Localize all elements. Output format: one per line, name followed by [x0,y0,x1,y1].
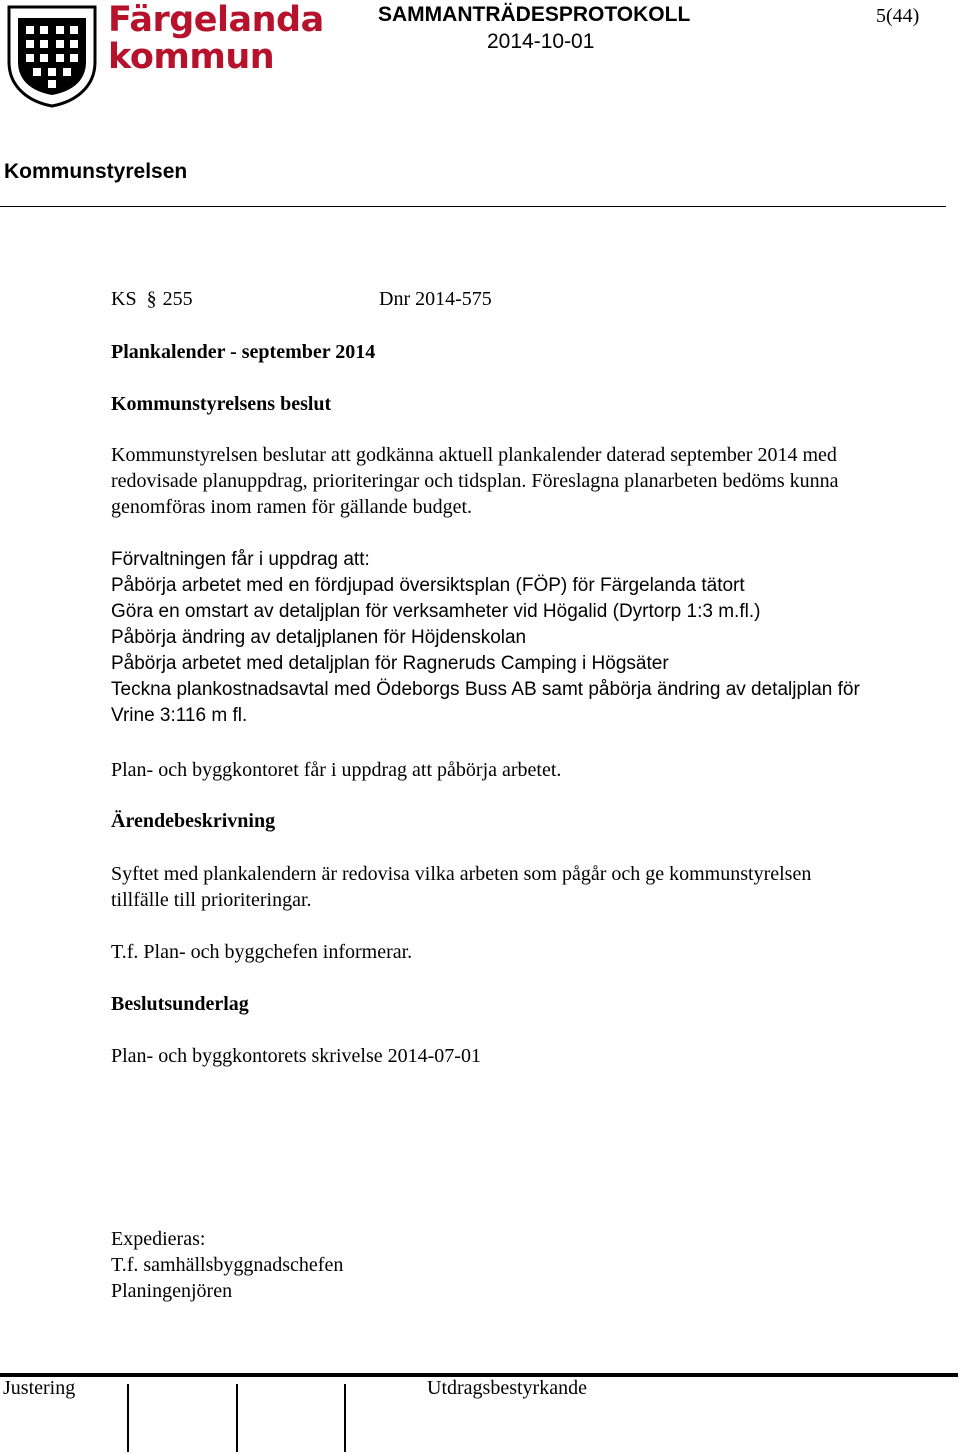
description-line: tillfälle till prioriteringar. [111,889,312,911]
signature-box-divider [127,1384,129,1452]
basis-item: Plan- och byggkontorets skrivelse 2014-07-01 [111,1045,481,1067]
signature-box-divider [344,1384,346,1452]
dispatch-label: Expedieras: [111,1228,206,1250]
board-heading: Kommunstyrelsen [4,160,188,183]
signature-box-divider [236,1384,238,1452]
decision-line: Kommunstyrelsen beslutar att godkänna aktuell plankalender daterad september 2014 med [111,444,837,466]
assignment-intro: Förvaltningen får i uppdrag att: [111,549,370,570]
ks-label: KS [111,288,137,310]
decision-line: redovisade planuppdrag, prioriteringar och tidsplan. Föreslagna planarbeten bedöms kunna [111,470,839,492]
document-date: 2014-10-01 [487,30,595,53]
section-sign: § [146,288,157,310]
document-type: SAMMANTRÄDESPROTOKOLL [378,3,691,26]
dispatch-recipient: Planingenjören [111,1280,233,1302]
basis-heading: Beslutsunderlag [111,993,249,1015]
certification-label: Utdragsbestyrkande [427,1377,587,1399]
decision-line: genomföras inom ramen för gällande budget. [111,496,472,518]
dispatch-recipient: T.f. samhällsbyggnadschefen [111,1254,344,1276]
brand-name [108,2,324,76]
municipality-coat-of-arms-logo [6,4,98,108]
office-assignment: Plan- och byggkontoret får i uppdrag att påbörja arbetet. [111,759,562,781]
description-heading: Ärendebeskrivning [111,810,276,832]
case-title: Plankalender - september 2014 [111,341,376,363]
diary-number: Dnr 2014-575 [379,288,492,310]
assignment-item: Teckna plankostnadsavtal med Ödeborgs Buss AB samt påbörja ändring av detaljplan för [111,679,860,700]
assignment-item: Påbörja arbetet med detaljplan för Ragneruds Camping i Högsäter [111,653,669,674]
description-note: T.f. Plan- och byggchefen informerar. [111,941,413,963]
description-line: Syftet med plankalendern är redovisa vilka arbeten som pågår och ge kommunstyrelsen [111,863,812,885]
assignment-item: Påbörja arbetet med en fördjupad översiktsplan (FÖP) för Färgelanda tätort [111,575,745,596]
decision-heading: Kommunstyrelsens beslut [111,393,332,415]
brand-line-1: Färgelanda [108,0,324,40]
justering-label: Justering [3,1377,76,1399]
header-divider [0,206,946,207]
brand-line-2: kommun [108,37,275,77]
case-reference [111,286,492,312]
ks-number: 255 [162,288,193,310]
assignment-item: Göra en omstart av detaljplan för verksamheter vid Högalid (Dyrtorp 1:3 m.fl.) [111,601,761,622]
assignment-item: Påbörja ändring av detaljplanen för Höjdenskolan [111,627,527,648]
assignment-item: Vrine 3:116 m fl. [111,705,248,726]
page-number: 5(44) [876,5,920,27]
